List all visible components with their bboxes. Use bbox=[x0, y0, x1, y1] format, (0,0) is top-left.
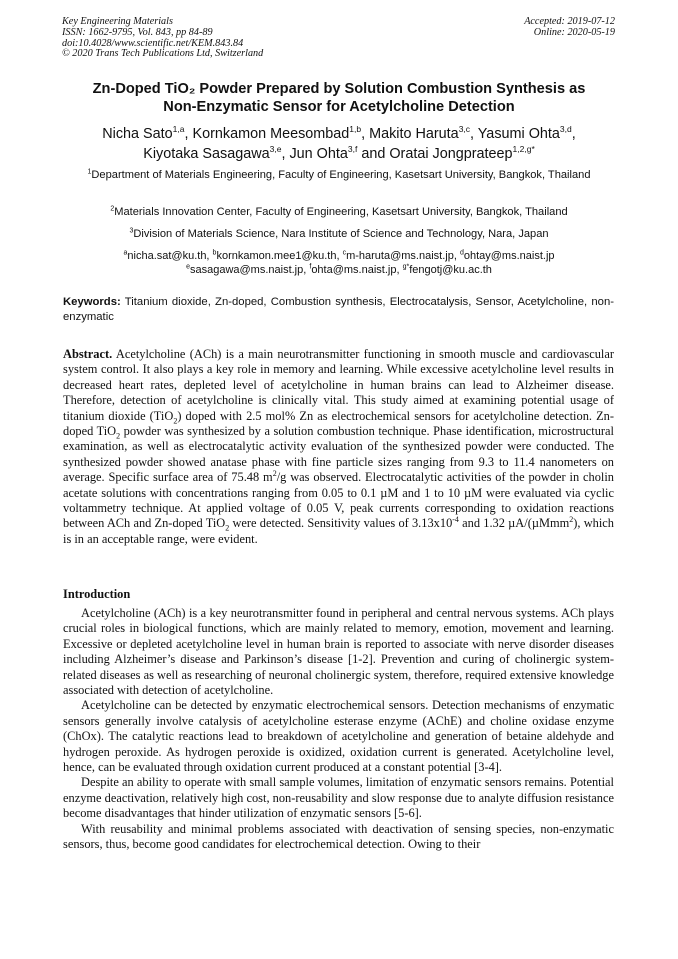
affiliation-1 bbox=[70, 168, 608, 183]
abstract-subscript: 2 bbox=[173, 416, 178, 426]
introduction-body bbox=[63, 606, 614, 853]
copyright-line: © 2020 Trans Tech Publications Ltd, Switzerland bbox=[62, 48, 264, 60]
email-address[interactable]: kornkamon.mee1@ku.th, bbox=[216, 250, 343, 262]
author-affiliation-mark: 3,d bbox=[559, 124, 572, 135]
email-mark: b bbox=[212, 249, 217, 257]
email-address[interactable]: ohtay@ms.naist.jp bbox=[463, 250, 555, 262]
author-separator: , bbox=[571, 126, 576, 142]
affiliation-number: 2 bbox=[110, 205, 115, 213]
doi-line[interactable]: doi:10.4028/www.scientific.net/KEM.843.84 bbox=[62, 37, 244, 49]
abstract-text: /g was observed. Electrocatalytic activities of the powder in cholin acetate solutions with concentrations ranging from 0.05 to 0.1 µM and 1 to 10 µM were evaluated via cyclic voltammetry technique. At applied voltage of 0.05 V, peak currents corresponding to oxidation reactions between ACh and Zn-doped TiO bbox=[63, 470, 615, 531]
affiliation-3 bbox=[70, 227, 608, 242]
email-address[interactable]: fengotj@ku.ac.th bbox=[409, 263, 492, 276]
abstract-superscript: -4 bbox=[452, 515, 459, 525]
affiliation-text: Materials Innovation Center, Faculty of Engineering, Kasetsart University, Bangkok, Thailand bbox=[114, 206, 568, 218]
author-affiliation-mark: 1,a bbox=[172, 124, 185, 135]
email-mark: d bbox=[459, 249, 464, 257]
affiliation-text: Division of Materials Science, Nara Institute of Science and Technology, Nara, Japan bbox=[133, 228, 549, 240]
affiliation-2 bbox=[70, 205, 608, 220]
author-affiliation-mark: 3,c bbox=[458, 124, 471, 135]
keywords-text: Titanium dioxide, Zn-doped, Combustion synthesis, Electrocatalysis, Sensor, Acetylcholine, non-enzymatic bbox=[63, 296, 614, 323]
abstract-text: ) doped with 2.5 mol% Zn as electrochemical sensors for acetylcholine detection. Zn-doped TiO bbox=[63, 408, 614, 439]
abstract-subscript: 2 bbox=[225, 523, 230, 533]
author-affiliation-mark: 3,f bbox=[347, 144, 358, 155]
author-separator: , bbox=[281, 146, 290, 162]
author-emails bbox=[50, 250, 628, 277]
abstract-text: powder was synthesized by a solution combustion technique. Phase identification, microstructural examination, as well as electrocatalytic activity evaluation of the synthesized powder were conducted. The synthesized powder showed anatase phase with fine particle sizes ranging from 9.3 to 11.4 nanometers on average. Specific surface area of 75.48 m bbox=[63, 424, 614, 485]
affiliation-number: 1 bbox=[87, 168, 92, 176]
author-name: Nicha Sato bbox=[102, 126, 173, 142]
author-affiliation-mark: 1,b bbox=[349, 124, 362, 135]
keywords-section bbox=[63, 295, 614, 324]
keywords-label: Keywords: bbox=[63, 296, 121, 308]
email-line-2 bbox=[50, 264, 628, 278]
email-mark: a bbox=[123, 249, 128, 257]
author-list bbox=[40, 124, 638, 164]
author-name: Jun Ohta bbox=[289, 146, 348, 162]
journal-info bbox=[62, 17, 263, 60]
abstract-section bbox=[63, 347, 614, 547]
introduction-paragraph: Despite an ability to operate with small sample volumes, limitation of enzymatic sensors remains. Potential enzyme deactivation, relatively high cost, non-reusability and slow response due to analyte diffusion resistance become disadvantages that hinder utilization of enzymatic sensors [5-6]. bbox=[63, 775, 614, 821]
email-mark: c bbox=[342, 249, 347, 257]
introduction-heading: Introduction bbox=[63, 587, 131, 601]
title-line-1: Zn-Doped TiO₂ Powder Prepared by Solution Combustion Synthesis as bbox=[92, 81, 586, 97]
email-mark: e bbox=[186, 262, 190, 270]
abstract-text: were detected. Sensitivity values of 3.13x10 bbox=[229, 516, 453, 531]
online-date: Online: 2020-05-19 bbox=[533, 26, 615, 38]
journal-name: Key Engineering Materials bbox=[62, 16, 173, 27]
author-name: Oratai Jongprateep bbox=[389, 146, 513, 162]
author-affiliation-mark: 3,e bbox=[269, 144, 282, 155]
abstract-text: and 1.32 µA/(µMmm bbox=[458, 516, 570, 531]
email-address[interactable]: m-haruta@ms.naist.jp, bbox=[346, 250, 460, 262]
email-address[interactable]: nicha.sat@ku.th, bbox=[127, 250, 213, 262]
publication-dates bbox=[524, 17, 615, 39]
affiliation-number: 3 bbox=[129, 227, 134, 235]
email-mark: g* bbox=[402, 262, 410, 270]
abstract-subscript: 2 bbox=[116, 431, 121, 441]
introduction-paragraph: Acetylcholine (ACh) is a key neurotransmitter found in peripheral and central nervous systems. ACh plays crucial roles in biological functions, which are mainly related to memory, emotion, movement and learning. Excessive or depleted acetylcholine level in human brain is reported to associate with nerve disorder diseases including Alzheimer’s disease and Parkinson’s disease [1-2]. Prevention and curing of cholinergic system-related diseases as well as researching of neuronal cholinergic system, therefore, required extensive knowledge associated with detection of acetylcholine. bbox=[63, 606, 614, 698]
author-name: Yasumi Ohta bbox=[477, 126, 560, 142]
author-name: Kiyotaka Sasagawa bbox=[143, 146, 270, 162]
abstract-text: Acetylcholine (ACh) is a main neurotransmitter functioning in smooth muscle and cardiovascular system control. It also plays a key role in memory and learning. While excessive acetylcholine level results in decreased heart rates, depleted level of acetylcholine in human brains can lead to Alzheimer disease. Therefore, detection of acetylcholine is clinically vital. This study aimed at examining potential usage of titanium dioxide (TiO bbox=[63, 347, 614, 423]
issn-line: ISSN: 1662-9795, Vol. 843, pp 84-89 bbox=[62, 26, 213, 38]
author-name: Kornkamon Meesombad bbox=[192, 126, 350, 142]
author-name: Makito Haruta bbox=[369, 126, 459, 142]
accepted-date: Accepted: 2019-07-12 bbox=[524, 16, 615, 27]
abstract-superscript: 2 bbox=[272, 469, 277, 479]
email-line-1 bbox=[50, 250, 628, 264]
paper-title bbox=[40, 80, 638, 116]
author-affiliation-mark: 1,2,g* bbox=[512, 144, 535, 155]
introduction-paragraph: With reusability and minimal problems associated with deactivation of sensing species, non-enzymatic sensors, thus, become good candidates for electrochemical detection. Owing to their bbox=[63, 821, 614, 852]
introduction-paragraph: Acetylcholine can be detected by enzymatic electrochemical sensors. Detection mechanisms of enzymatic sensors generally involve catalysis of acetylcholine esterase enzyme (AChE) and choline oxidase enzyme (ChOx). The catalytic reactions lead to breakdown of acetylcholine and generation of betaine aldehyde and hydrogen peroxide. As hydrogen peroxide is oxidized, oxidation current is generated. Acetylcholine level, hence, can be evaluated through oxidation current produced at a constant potential [3-4]. bbox=[63, 698, 614, 775]
author-separator: , bbox=[184, 126, 193, 142]
affiliation-text: Department of Materials Engineering, Faculty of Engineering, Kasetsart University, Bangkok, Thailand bbox=[91, 169, 591, 181]
title-line-2: Non-Enzymatic Sensor for Acetylcholine Detection bbox=[163, 99, 515, 115]
author-separator: , bbox=[470, 126, 478, 142]
abstract-text: ), which is in an acceptable range, were evident. bbox=[63, 516, 614, 546]
email-mark: f bbox=[309, 262, 312, 270]
author-separator: and bbox=[357, 146, 390, 162]
abstract-superscript: 2 bbox=[569, 515, 574, 525]
email-address[interactable]: sasagawa@ms.naist.jp, bbox=[189, 263, 310, 276]
email-address[interactable]: ohta@ms.naist.jp, bbox=[311, 263, 403, 276]
author-separator: , bbox=[361, 126, 370, 142]
abstract-label: Abstract. bbox=[63, 347, 113, 361]
